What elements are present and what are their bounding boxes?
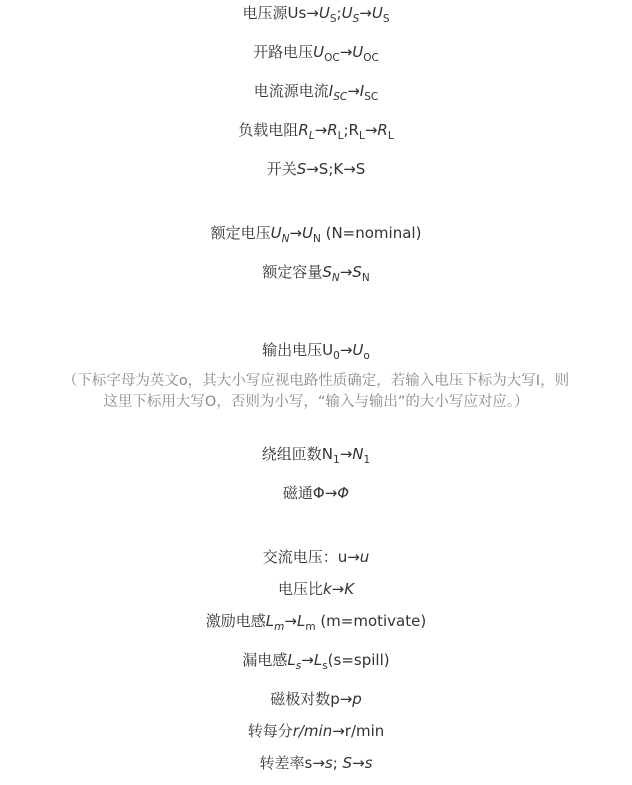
text-segment: (N=nominal)	[320, 224, 422, 242]
text-segment: U	[352, 341, 364, 359]
subscript: 1	[333, 454, 340, 466]
text-segment: U	[341, 4, 353, 22]
text-segment: 磁极对数p→	[270, 690, 353, 708]
text-segment: 开路电压	[253, 43, 314, 61]
text-segment: →	[364, 121, 378, 139]
line-rated-voltage	[0, 223, 632, 243]
text-segment: U	[318, 4, 330, 22]
note-line-2: 这里下标用大写O，否则为小写，“输入与输出”的大小写应对应。）	[103, 394, 529, 410]
subscript: N	[281, 233, 290, 245]
subscript: N	[361, 272, 370, 284]
subscript: SC	[364, 91, 379, 103]
subscript: m	[274, 621, 285, 633]
text-segment: U	[270, 224, 282, 242]
text-segment: →	[289, 224, 302, 242]
text-segment: R	[327, 121, 338, 139]
text-segment: 额定容量	[262, 263, 323, 281]
subscript: s	[295, 660, 302, 672]
text-segment: I	[328, 82, 334, 100]
text-segment: 负载电阻	[238, 121, 299, 139]
text-segment: K	[344, 580, 355, 598]
line-switch	[0, 159, 632, 179]
text-segment: Φ	[337, 484, 350, 502]
line-pole-pairs	[0, 689, 632, 709]
text-segment: 输出电压U	[262, 341, 334, 359]
text-segment: U	[371, 4, 383, 22]
subscript: SC	[333, 91, 348, 103]
text-segment: 激励电感	[205, 612, 266, 630]
text-segment: 开关	[266, 160, 297, 178]
line-leakage-inductance	[0, 650, 632, 670]
text-segment: r/min	[292, 722, 333, 740]
text-segment: →	[352, 754, 365, 772]
line-revolutions-per-minute	[0, 721, 632, 741]
line-open-circuit-voltage	[0, 42, 632, 62]
subscript: s	[322, 660, 328, 672]
text-segment: L	[296, 612, 306, 630]
text-segment: →	[339, 263, 353, 281]
subscript: L	[337, 130, 344, 142]
line-slip-rate	[0, 753, 632, 773]
text-segment: R	[377, 121, 388, 139]
text-segment: S	[322, 263, 332, 281]
line-excitation-inductance	[0, 611, 632, 631]
text-segment: →	[339, 445, 353, 463]
text-segment: L	[287, 651, 296, 669]
subscript: 0	[333, 350, 340, 362]
line-magnetic-flux	[0, 483, 632, 503]
text-segment: →	[331, 580, 345, 598]
text-segment: L	[313, 651, 323, 669]
subscript: N	[331, 272, 340, 284]
subscript: L	[358, 130, 365, 142]
text-segment: →	[314, 121, 328, 139]
text-segment: →	[301, 651, 314, 669]
text-segment: L	[265, 612, 275, 630]
text-segment: →	[284, 612, 297, 630]
text-segment: p	[352, 690, 362, 708]
text-segment: s	[364, 754, 373, 772]
text-segment: I	[359, 82, 365, 100]
text-segment: 电压比	[277, 580, 323, 598]
line-output-voltage	[0, 340, 632, 360]
text-segment: →r/min	[332, 722, 385, 740]
text-segment: 电压源Us→	[242, 4, 319, 22]
text-segment: ;	[332, 754, 343, 772]
text-segment: 额定电压	[210, 224, 271, 242]
text-segment: u	[359, 548, 370, 566]
subscript: OC	[324, 52, 340, 64]
text-segment: →	[347, 82, 360, 100]
text-segment: →S;K→S	[306, 160, 366, 178]
text-segment: ;	[336, 4, 342, 22]
text-segment: 交流电压：u→	[262, 548, 360, 566]
text-segment: 电流源电流	[253, 82, 329, 100]
subscript: m	[305, 621, 316, 633]
text-segment: →	[359, 4, 372, 22]
text-segment: →	[339, 43, 353, 61]
text-segment: →	[339, 341, 353, 359]
subscript: o	[363, 350, 370, 362]
subscript: L	[387, 130, 394, 142]
line-winding-turns	[0, 444, 632, 464]
subscript: 1	[363, 454, 371, 466]
text-segment: 转差率s→	[259, 754, 325, 772]
text-segment: 转每分	[247, 722, 293, 740]
line-voltage-ratio	[0, 579, 632, 599]
line-ac-voltage	[0, 547, 632, 567]
text-segment: S	[352, 263, 362, 281]
text-segment: 绕组匝数N	[261, 445, 334, 463]
text-segment: U	[352, 43, 364, 61]
line-current-source	[0, 81, 632, 101]
line-load-resistance	[0, 120, 632, 140]
subscript: S	[382, 13, 390, 25]
line-rated-capacity	[0, 262, 632, 282]
note-line-1: （下标字母为英文o，其大小写应视电路性质确定，若输入电压下标为大写I，则	[62, 373, 570, 389]
text-segment: (m=motivate)	[315, 612, 427, 630]
text-segment: s	[324, 754, 333, 772]
subscript: OC	[363, 52, 379, 64]
subscript: N	[312, 233, 321, 245]
subscript: L	[308, 130, 315, 142]
text-segment: k	[322, 580, 332, 598]
subscript: S	[352, 13, 360, 25]
text-segment: 磁通Φ→	[282, 484, 338, 502]
line-voltage-source	[0, 3, 632, 23]
text-segment: U	[313, 43, 325, 61]
text-segment: S	[342, 754, 353, 772]
text-segment: S	[296, 160, 307, 178]
text-segment: ;R	[343, 121, 359, 139]
text-segment: (s=spill)	[327, 651, 390, 669]
subscript-note	[0, 371, 632, 413]
text-segment: R	[298, 121, 309, 139]
subscript: S	[329, 13, 337, 25]
text-segment: 漏电感	[242, 651, 288, 669]
text-segment: N	[352, 445, 364, 463]
text-segment: U	[302, 224, 313, 242]
